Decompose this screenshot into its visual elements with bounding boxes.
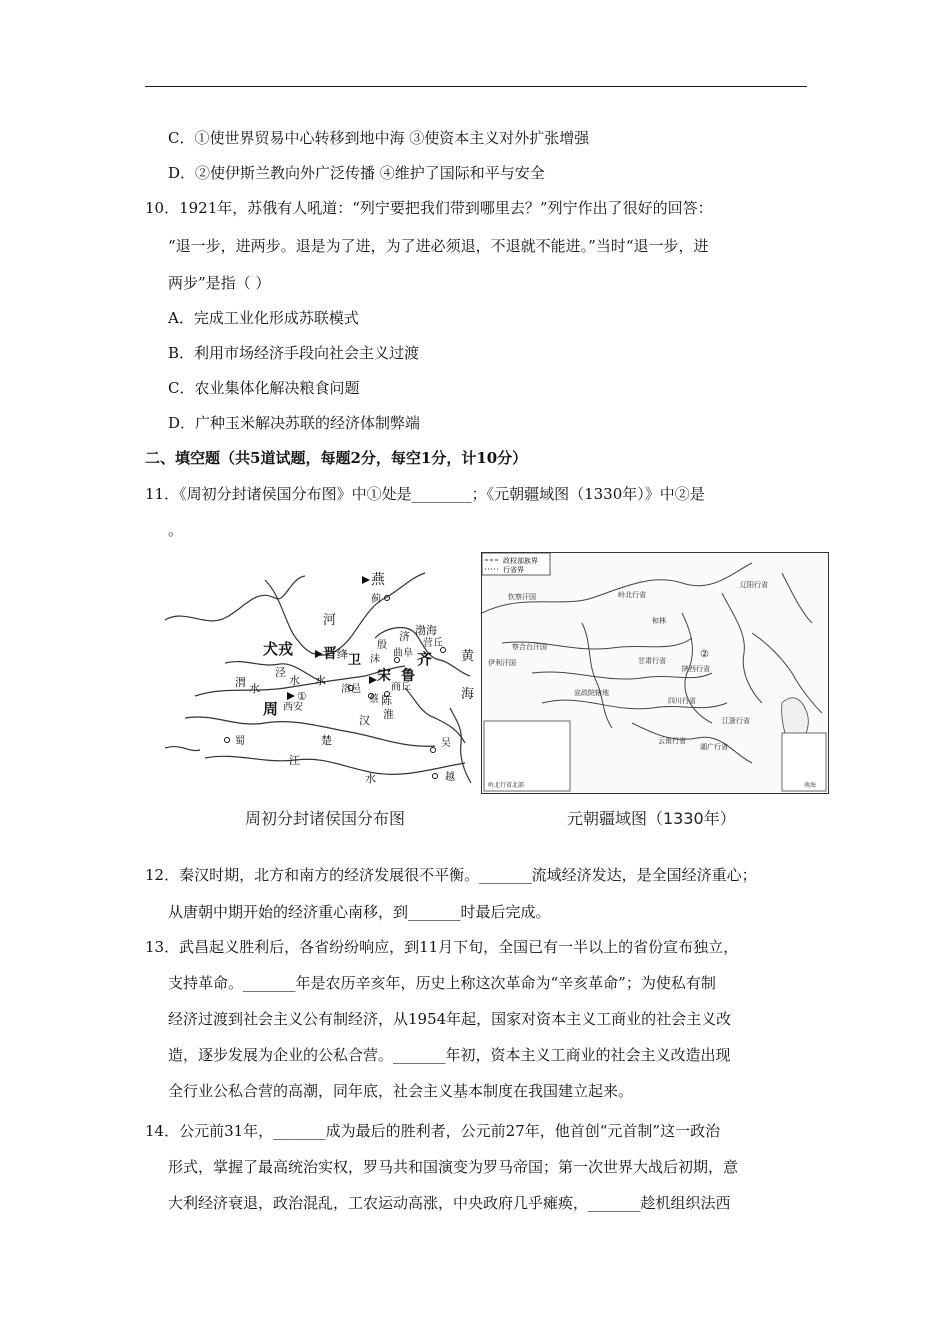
label-qufu: 曲阜	[393, 648, 413, 659]
q13-stem-line1: 13．武昌起义胜利后，各省纷纷响应，到11月下旬，全国已有一半以上的省份宣布独立，	[145, 938, 739, 956]
label-ji: 蓟	[371, 594, 381, 605]
label-luoyi: 洛邑	[341, 684, 361, 695]
label-helin: 和林	[652, 617, 666, 625]
label-qincha: 钦察汗国	[508, 593, 536, 601]
q10-option-a: A．完成工业化形成苏联模式	[168, 309, 359, 327]
label-he: 河	[323, 613, 337, 628]
zhou-map-caption: 周初分封诸侯国分布图	[245, 809, 406, 828]
label-xian: 西安	[283, 702, 303, 713]
label-huang: 黄	[461, 649, 475, 664]
label-shangqiu: 商丘	[391, 682, 411, 693]
q14-stem-line2: 形式，掌握了最高统治实权，罗马共和国演变为罗马帝国；第一次世界大战后初期，意	[168, 1158, 739, 1176]
q13-stem-line4: 造，逐步发展为企业的公私合营。_______年初，资本主义工商业的社会主义改造出现	[168, 1046, 731, 1064]
q14-stem-line3: 大利经济衰退，政治混乱，工农运动高涨，中央政府几乎瘫痪，_______趁机组织法西	[168, 1194, 731, 1212]
label-hai: 海	[461, 687, 475, 702]
q9-option-d: D．②使伊斯兰教向外广泛传播 ④维护了国际和平与安全	[168, 164, 545, 182]
q10-stem-line1: 10．1921年，苏俄有人吼道：“列宁要把我们带到哪里去？”列宁作出了很好的回答：	[145, 199, 713, 217]
q10-option-c: C．农业集体化解决粮食问题	[168, 379, 360, 397]
label-jiangzhe: 江浙行省	[722, 717, 750, 725]
label-song: 宋	[377, 668, 391, 684]
q13-stem-line5: 全行业公私合营的高潮，同年底，社会主义基本制度在我国建立起来。	[168, 1082, 634, 1100]
label-nanhai: 南海	[804, 782, 817, 789]
label-zhu: 沬	[370, 654, 380, 665]
maps-figure	[165, 552, 827, 828]
label-yan: 燕	[371, 572, 385, 588]
yuan-map-caption: 元朝疆域图（1330年）	[567, 809, 736, 828]
zhou-map	[165, 568, 475, 790]
label-shaanxi: 陕西行省	[682, 665, 710, 673]
label-inset: 岭北行省北部	[488, 782, 525, 789]
label-shui4: 水	[365, 772, 376, 785]
label-chu: 楚	[321, 734, 332, 747]
q11-stem-line1: 11．《周初分封诸侯国分布图》中①处是________；《元朝疆域图（1330年）》中②是	[145, 485, 705, 503]
label-wei: 卫	[348, 653, 362, 668]
q10-stem-line3: 两步”是指（ ）	[168, 274, 271, 292]
label-yingqiu: 营丘	[423, 638, 443, 649]
label-lu: 鲁	[401, 668, 415, 684]
label-ji2: 济	[399, 630, 410, 643]
yuan-map-svg	[482, 553, 828, 793]
q13-stem-line3: 经济过渡到社会主义公有制经济，从1954年起，国家对资本主义工商业的社会主义改	[168, 1010, 732, 1028]
label-jiang: 绛	[337, 648, 348, 661]
label-huai: 淮	[383, 708, 394, 721]
zhou-map-svg	[165, 568, 475, 790]
label-wu: 吴	[441, 738, 451, 749]
label-shu: 蜀	[235, 736, 245, 747]
flag-icon	[315, 650, 323, 658]
q13-stem-line2: 支持革命。_______年是农历辛亥年，历史上称这次革命为“辛亥革命”；为使私有制	[168, 974, 716, 992]
label-yunnan: 云南行省	[658, 737, 686, 745]
label-xuanzheng: 宣政院辖地	[574, 689, 609, 697]
label-yue: 越	[445, 772, 455, 783]
legend-province-border: 行省界	[503, 566, 524, 574]
label-shui3: 水	[315, 674, 326, 687]
flag-icon	[287, 692, 295, 700]
legend-polity-border: 政权部族界	[503, 557, 538, 565]
q10-option-d: D．广种玉米解决苏联的经济体制弊端	[168, 414, 421, 432]
section-2-title: 二、填空题（共5道试题，每题2分，每空1分，计10分）	[145, 449, 528, 467]
label-lingbei: 岭北行省	[618, 591, 646, 599]
label-sichuan: 四川行省	[668, 697, 696, 705]
label-huguang: 湖广行省	[700, 743, 728, 751]
label-jing: 泾	[275, 666, 286, 679]
label-yili: 伊利汗国	[488, 659, 516, 667]
flag-icon	[362, 576, 370, 584]
q12-stem-line1: 12．秦汉时期，北方和南方的经济发展很不平衡。_______流域经济发达，是全国经济重心；	[145, 866, 757, 884]
q12-stem-line2: 从唐朝中期开始的经济重心南移，到_______时最后完成。	[168, 903, 551, 921]
label-bohai: 渤海	[415, 624, 437, 637]
q11-stem-line2: 。	[168, 521, 184, 539]
label-jin: 晋	[323, 646, 337, 662]
q10-stem-line2: “退一步，进两步。退是为了进，为了进必须退，不退就不能进。”当时“退一步，进	[168, 237, 709, 255]
label-yin: 殷	[377, 640, 387, 651]
label-zhou: 周	[263, 700, 279, 718]
label-han: 汉	[359, 714, 370, 727]
label-quanrong: 犬戎	[263, 640, 294, 658]
label-marker-2: ②	[700, 649, 709, 660]
label-gansu: 甘肃行省	[638, 657, 666, 665]
flag-icon	[369, 676, 377, 684]
label-chahetai: 察合台汗国	[512, 643, 547, 651]
q10-option-b: B．利用市场经济手段向社会主义过渡	[168, 344, 420, 362]
label-marker-1: ①	[297, 690, 307, 703]
label-shui2: 水	[249, 682, 260, 695]
q14-stem-line1: 14．公元前31年，_______成为最后的胜利者，公元前27年，他首创“元首制”这一政治	[145, 1122, 721, 1140]
q9-option-c: C．①使世界贸易中心转移到地中海 ③使资本主义对外扩张增强	[168, 129, 590, 147]
label-qi: 齐	[417, 650, 433, 668]
label-chen: 陈	[381, 694, 392, 707]
label-shui1: 水	[289, 674, 300, 687]
label-jiang2: 江	[289, 754, 300, 767]
yuan-map	[481, 552, 829, 794]
label-wei-river: 渭	[235, 676, 246, 689]
label-liaoyang: 辽阳行省	[740, 581, 768, 589]
label-cai: 蔡	[369, 694, 379, 705]
header-rule	[145, 86, 807, 87]
